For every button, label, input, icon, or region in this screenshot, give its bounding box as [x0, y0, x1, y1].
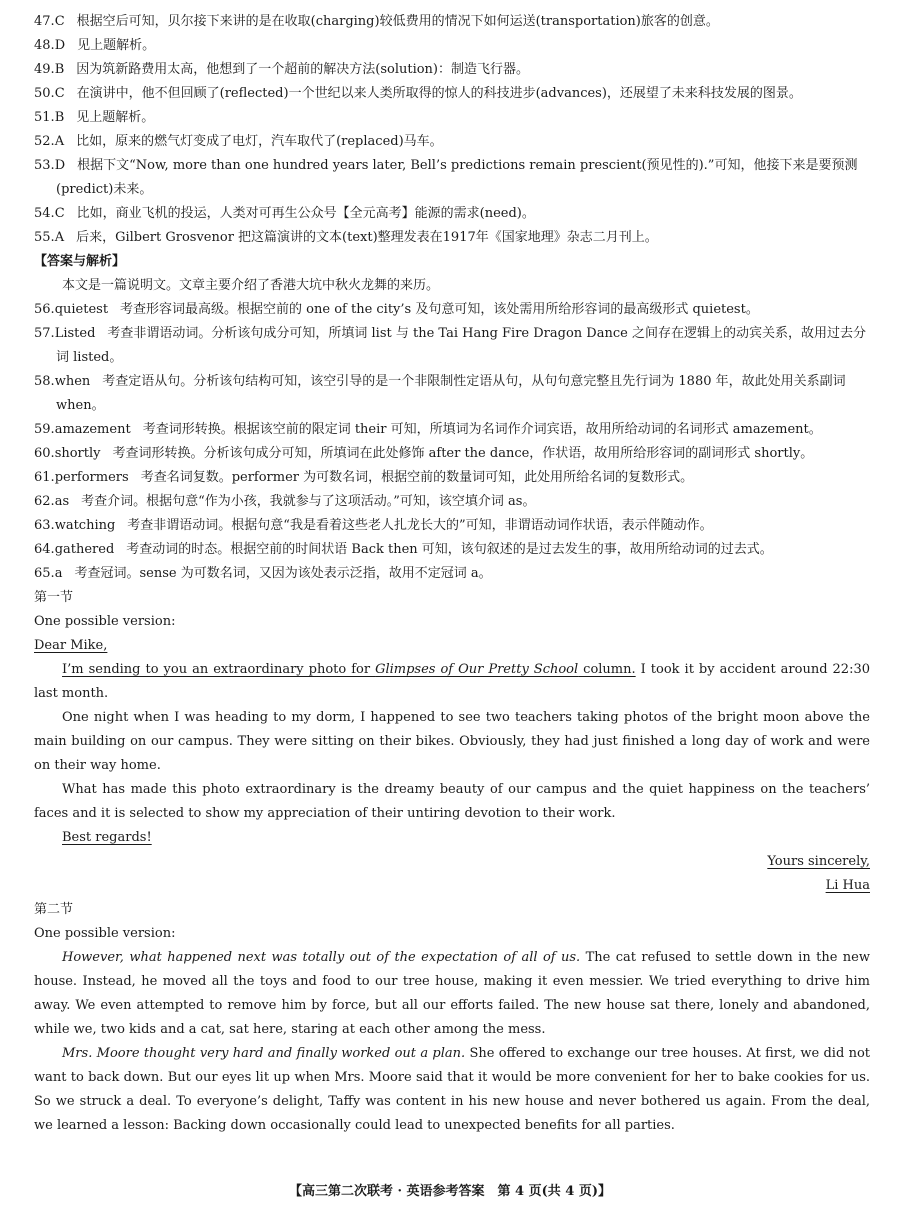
answer-number: 51.: [34, 110, 55, 125]
answer-explanation: 比如，商业飞机的投运，人类对可再生公众号【全元高考】能源的需求(need)。: [76, 206, 535, 221]
answer-item: [34, 514, 870, 538]
answer-item: [34, 322, 870, 370]
answer-key: Listed: [54, 326, 96, 341]
answer-explanation: 比如，原来的燃气灯变成了电灯，汽车取代了(replaced)马车。: [76, 134, 443, 149]
story-paragraph-1: [34, 946, 870, 1042]
answer-number: 52.: [34, 134, 55, 149]
answer-item: [34, 490, 870, 514]
section1-version: One possible version:: [34, 614, 176, 629]
answer-number: 57.: [34, 326, 55, 341]
answer-explanation: 考查词形转换。分析该句成分可知，所填词在此处修饰 after the dance，作状语，故用所给形容词的副词形式 shortly。: [112, 446, 814, 461]
answer-item: [34, 34, 870, 58]
answer-number: 62.: [34, 494, 55, 509]
answer-number: 50.: [34, 86, 55, 101]
answer-key: amazement: [54, 422, 131, 437]
answer-explanation: 考查冠词。sense 为可数名词，又因为该处表示泛指，故用不定冠词 a。: [74, 566, 492, 581]
answer-list-fill: [34, 298, 870, 586]
answer-explanation: 在演讲中，他不但回顾了(reflected)一个世纪以来人类所取得的惊人的科技进步(advances)，还展望了未来科技发展的图景。: [76, 86, 802, 101]
answer-key: A: [54, 230, 65, 245]
answer-explanation: 考查定语从句。分析该句结构可知，该空引导的是一个非限制性定语从句，从句句意完整且先行词为 1880 年，故此处用关系副词 when。: [56, 374, 846, 413]
letter-p1-part-a: I’m sending to you an extraordinary photo for: [62, 662, 376, 677]
story-p2-rest: She offered to exchange our tree houses. At first, we did not want to back down. But our eyes lit up when Mrs. Moore said that it would be more convenient for her to bake cookies for us. So we struck a deal. To everyone’s delight, Taffy was content in his new house and never bothered us again. From the deal, we learned a lesson: Backing down occasionally could lead to unexpected benefits for all parties.: [34, 1046, 870, 1133]
answer-key: watching: [54, 518, 116, 533]
answer-number: 59.: [34, 422, 55, 437]
answer-item: [34, 106, 870, 130]
section2-title: 第二节: [34, 902, 74, 917]
answer-key: performers: [54, 470, 129, 485]
story-p1-rest: The cat refused to settle down in the new house. Instead, he moved all the toys and food to our tree house, making it even messier. We tried everything to drive him away. We even attempted to remove him by force, but all our efforts failed. The new house sat there, lonely and abandoned, while we, two kids and a cat, sat here, staring at each other among the mess.: [34, 950, 870, 1037]
answer-number: 49.: [34, 62, 55, 77]
answer-key: a: [54, 566, 63, 581]
answer-explanation: 考查名词复数。performer 为可数名词，根据空前的数量词可知，此处用所给名词的复数形式。: [140, 470, 694, 485]
answer-page: [34, 10, 870, 1138]
page-footer: 【高三第二次联考 · 英语参考答案 第 4 页(共 4 页)】: [288, 1184, 612, 1199]
answer-explanation: 见上题解析。: [76, 110, 155, 125]
answer-item: [34, 466, 870, 490]
letter-closing: Best regards!: [62, 830, 152, 845]
answer-number: 56.: [34, 302, 55, 317]
answer-item: [34, 226, 870, 250]
answer-explanation: 考查形容词最高级。根据空前的 one of the city’s 及句意可知，该处需用所给形容词的最高级形式 quietest。: [120, 302, 759, 317]
answer-explanation: 考查非谓语动词。分析该句成分可知，所填词 list 与 the Tai Hang Fire Dragon Dance 之间存在逻辑上的动宾关系，故用过去分词 listed。: [56, 326, 866, 365]
signature-name: Li Hua: [825, 878, 870, 893]
answer-number: 47.: [34, 14, 55, 29]
answer-key: C: [54, 14, 65, 29]
answer-list-choice: [34, 10, 870, 250]
answer-number: 65.: [34, 566, 55, 581]
answer-key: quietest: [54, 302, 109, 317]
answer-number: 53.: [34, 158, 55, 173]
answer-key: shortly: [54, 446, 101, 461]
answer-item: [34, 562, 870, 586]
story-p1-lead: However, what happened next was totally out of the expectation of all of us.: [62, 950, 581, 965]
answer-item: [34, 10, 870, 34]
answer-key: D: [54, 38, 66, 53]
answer-item: [34, 418, 870, 442]
answer-explanation: 见上题解析。: [77, 38, 156, 53]
letter-p1-underlined: [62, 662, 636, 677]
answer-item: [34, 538, 870, 562]
answer-item: [34, 298, 870, 322]
answer-number: 48.: [34, 38, 55, 53]
answer-item: [34, 130, 870, 154]
answer-key: D: [54, 158, 66, 173]
answer-explanation: 考查词形转换。根据该空前的限定词 their 可知，所填词为名词作介词宾语，故用所给动词的名词形式 amazement。: [142, 422, 822, 437]
answer-explanation: 考查非谓语动词。根据句意“我是看着这些老人扎龙长大的”可知，非谓语动词作状语，表示伴随动作。: [127, 518, 713, 533]
letter-body: [34, 658, 870, 850]
answer-number: 58.: [34, 374, 55, 389]
salutation-line: [34, 634, 870, 658]
answer-key: as: [54, 494, 70, 509]
answer-key: B: [54, 62, 65, 77]
answer-number: 55.: [34, 230, 55, 245]
answer-key: C: [54, 206, 65, 221]
answer-key: gathered: [54, 542, 115, 557]
section2-version: One possible version:: [34, 926, 176, 941]
answer-item: [34, 370, 870, 418]
column-name: Glimpses of Our Pretty School: [375, 662, 579, 677]
answer-number: 63.: [34, 518, 55, 533]
answer-item: [34, 202, 870, 226]
signoff: Yours sincerely,: [767, 854, 870, 869]
letter-closing-line: [34, 826, 870, 850]
answer-explanation: 根据下文“Now, more than one hundred years later, Bell’s predictions remain prescient(预见性的).”可知，他接下来是要预测(predict)未来。: [56, 158, 858, 197]
answer-number: 61.: [34, 470, 55, 485]
answer-item: [34, 154, 870, 202]
answer-number: 64.: [34, 542, 55, 557]
answer-explanation: 后来，Gilbert Grosvenor 把这篇演讲的文本(text)整理发表在1917年《国家地理》杂志二月刊上。: [76, 230, 658, 245]
answer-item: [34, 442, 870, 466]
answer-explanation: 根据空后可知，贝尔接下来讲的是在收取(charging)较低费用的情况下如何运送(transportation)旅客的创意。: [76, 14, 719, 29]
letter-paragraph-1: [34, 658, 870, 706]
answer-key: B: [54, 110, 65, 125]
answer-key: A: [54, 134, 65, 149]
answer-item: [34, 58, 870, 82]
answer-number: 60.: [34, 446, 55, 461]
letter-paragraph-2: One night when I was heading to my dorm, I happened to see two teachers taking photos of the bright moon above the main building on our campus. They were sitting on their bikes. Obviously, they had just finished a long day of work and were on their way home.: [34, 710, 870, 773]
passage-intro: 本文是一篇说明文。文章主要介绍了香港大坑中秋火龙舞的来历。: [62, 278, 440, 293]
letter-p1-rest: I took it by accident around 22:30 last month.: [34, 662, 871, 701]
letter-paragraph-3: What has made this photo extraordinary is the dreamy beauty of our campus and the quiet happiness on the teachers’ faces and it is selected to show my appreciation of their untiring devotion to their work.: [34, 782, 870, 821]
answer-item: [34, 82, 870, 106]
answer-number: 54.: [34, 206, 55, 221]
answer-explanation: 考查介词。根据句意“作为小孩，我就参与了这项活动。”可知，该空填介词 as。: [81, 494, 536, 509]
story-p2-lead: Mrs. Moore thought very hard and finally worked out a plan.: [62, 1046, 466, 1061]
section-heading: 【答案与解析】: [34, 254, 126, 269]
story-paragraph-2: [34, 1042, 870, 1138]
signoff-line: [34, 850, 870, 874]
salutation: Dear Mike,: [34, 638, 108, 653]
section1-title: 第一节: [34, 590, 74, 605]
answer-explanation: 考查动词的时态。根据空前的时间状语 Back then 可知，该句叙述的是过去发生的事，故用所给动词的过去式。: [126, 542, 773, 557]
answer-key: C: [54, 86, 65, 101]
answer-key: when: [54, 374, 91, 389]
letter-p1-part-b: column.: [578, 662, 636, 677]
answer-explanation: 因为筑新路费用太高，他想到了一个超前的解决方法(solution)：制造飞行器。: [76, 62, 530, 77]
story-body: [34, 946, 870, 1138]
signature-line: [34, 874, 870, 898]
